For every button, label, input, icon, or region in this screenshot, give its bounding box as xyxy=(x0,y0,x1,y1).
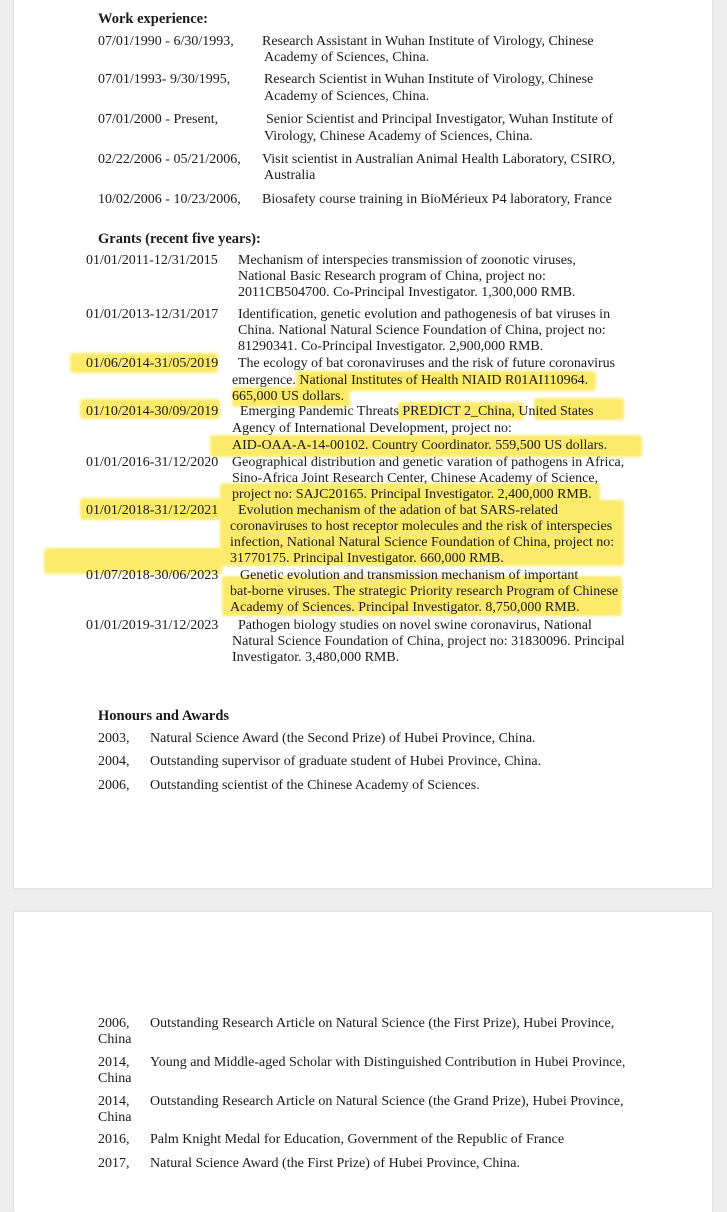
work-date: 07/01/1990 - 6/30/1993, xyxy=(98,34,234,49)
grant-desc-line: 81290341. Co-Principal Investigator. 2,900,000 RMB. xyxy=(238,339,544,354)
grant-desc-line: emergence. National Institutes of Health NIAID R01AI110964. xyxy=(232,373,589,388)
grant-desc-line: National Basic Research program of China, project no: xyxy=(238,269,546,284)
honour-text: Young and Middle-aged Scholar with Distinguished Contribution in Hubei Province, xyxy=(150,1055,626,1070)
grant-desc-line: The ecology of bat coronaviruses and the risk of future coronavirus xyxy=(238,356,616,371)
grant-desc-line: project no: SAJC20165. Principal Investigator. 2,400,000 RMB. xyxy=(232,487,592,502)
grant-desc-line: Investigator. 3,480,000 RMB. xyxy=(232,650,400,665)
grant-desc-line: Evolution mechanism of the adation of bat SARS-related xyxy=(238,503,558,518)
grant-desc-line: coronaviruses to host receptor molecules and the risk of interspecies xyxy=(230,519,613,534)
honour-text-continuation: China xyxy=(98,1071,132,1086)
honour-year: 2006, xyxy=(98,1016,130,1031)
grant-date: 01/07/2018-30/06/2023 xyxy=(86,568,219,583)
grant-desc-line: Identification, genetic evolution and pathogenesis of bat viruses in xyxy=(238,307,611,322)
honour-text-continuation: China xyxy=(98,1110,132,1125)
work-date: 07/01/2000 - Present, xyxy=(98,112,219,127)
honour-year: 2004, xyxy=(98,754,130,769)
honour-year: 2014, xyxy=(98,1055,130,1070)
honour-text-continuation: China xyxy=(98,1032,132,1047)
grant-desc-line: Genetic evolution and transmission mechanism of important xyxy=(240,568,579,583)
work-date: 07/01/1993- 9/30/1995, xyxy=(98,72,231,87)
honour-year: 2017, xyxy=(98,1156,130,1171)
honour-year: 2003, xyxy=(98,731,130,746)
grant-desc-line: Mechanism of interspecies transmission of zoonotic viruses, xyxy=(238,253,576,268)
grant-desc-line: China. National Natural Science Foundation of China, project no: xyxy=(238,323,606,338)
work-desc-line: Australia xyxy=(264,168,316,183)
honour-text: Natural Science Award (the Second Prize) of Hubei Province, China. xyxy=(150,731,536,746)
grant-date: 01/01/2019-31/12/2023 xyxy=(86,618,219,633)
honour-year: 2014, xyxy=(98,1094,130,1109)
document-page-1 xyxy=(14,0,712,888)
grant-desc-line: Academy of Sciences. Principal Investigator. 8,750,000 RMB. xyxy=(230,600,580,615)
grant-date: 01/01/2011-12/31/2015 xyxy=(86,253,218,268)
work-desc-line: Biosafety course training in BioMérieux P4 laboratory, France xyxy=(262,192,612,207)
grant-date: 01/06/2014-31/05/2019 xyxy=(86,356,219,371)
honour-text: Outstanding Research Article on Natural Science (the First Prize), Hubei Province, xyxy=(150,1016,615,1031)
document-page-2 xyxy=(14,912,712,1212)
honour-text: Natural Science Award (the First Prize) of Hubei Province, China. xyxy=(150,1156,521,1171)
honour-text: Outstanding Research Article on Natural Science (the Grand Prize), Hubei Province, xyxy=(150,1094,624,1109)
grant-desc-line: AID-OAA-A-14-00102. Country Coordinator. 559,500 US dollars. xyxy=(232,438,608,453)
work-experience-heading: Work experience: xyxy=(98,11,208,27)
grant-desc-line: 665,000 US dollars. xyxy=(232,389,344,404)
honour-year: 2016, xyxy=(98,1132,130,1147)
grant-date: 01/01/2016-31/12/2020 xyxy=(86,455,219,470)
grant-desc-line: 2011CB504700. Co-Principal Investigator. 1,300,000 RMB. xyxy=(238,285,576,300)
grant-desc-line: Emerging Pandemic Threats PREDICT 2_China, United States xyxy=(240,404,594,419)
honour-text: Outstanding scientist of the Chinese Academy of Sciences. xyxy=(150,778,480,793)
grant-desc-line: bat-borne viruses. The strategic Priority research Program of Chinese xyxy=(230,584,619,599)
grant-desc-line: Natural Science Foundation of China, project no: 31830096. Principal xyxy=(232,634,625,649)
grant-desc-line: Sino-Africa Joint Research Center, Chinese Academy of Science, xyxy=(232,471,599,486)
honours-heading: Honours and Awards xyxy=(98,708,230,724)
work-desc-line: Visit scientist in Australian Animal Health Laboratory, CSIRO, xyxy=(262,152,616,167)
work-date: 02/22/2006 - 05/21/2006, xyxy=(98,152,241,167)
grant-desc-line: infection, National Natural Science Foundation of China, project no: xyxy=(230,535,615,550)
grant-desc-line: Pathogen biology studies on novel swine coronavirus, National xyxy=(238,618,592,633)
grants-heading: Grants (recent five years): xyxy=(98,231,261,247)
honour-text: Outstanding supervisor of graduate student of Hubei Province, China. xyxy=(150,754,542,769)
grant-desc-line: 31770175. Principal Investigator. 660,000 RMB. xyxy=(230,551,504,566)
work-desc-line: Academy of Sciences, China. xyxy=(264,50,430,65)
grant-date: 01/10/2014-30/09/2019 xyxy=(86,404,219,419)
honour-text: Palm Knight Medal for Education, Government of the Republic of France xyxy=(150,1132,565,1147)
work-desc-line: Research Assistant in Wuhan Institute of Virology, Chinese xyxy=(262,34,594,49)
grant-date: 01/01/2013-12/31/2017 xyxy=(86,307,219,322)
honour-year: 2006, xyxy=(98,778,130,793)
grant-desc-line: Agency of International Development, project no: xyxy=(232,421,512,436)
work-desc-line: Virology, Chinese Academy of Sciences, China. xyxy=(264,129,533,144)
work-desc-line: Academy of Sciences, China. xyxy=(264,89,430,104)
work-date: 10/02/2006 - 10/23/2006, xyxy=(98,192,241,207)
work-desc-line: Senior Scientist and Principal Investigator, Wuhan Institute of xyxy=(266,112,613,127)
work-desc-line: Research Scientist in Wuhan Institute of Virology, Chinese xyxy=(264,72,594,87)
grant-date: 01/01/2018-31/12/2021 xyxy=(86,503,219,518)
grant-desc-line: Geographical distribution and genetic varation of pathogens in Africa, xyxy=(232,455,625,470)
